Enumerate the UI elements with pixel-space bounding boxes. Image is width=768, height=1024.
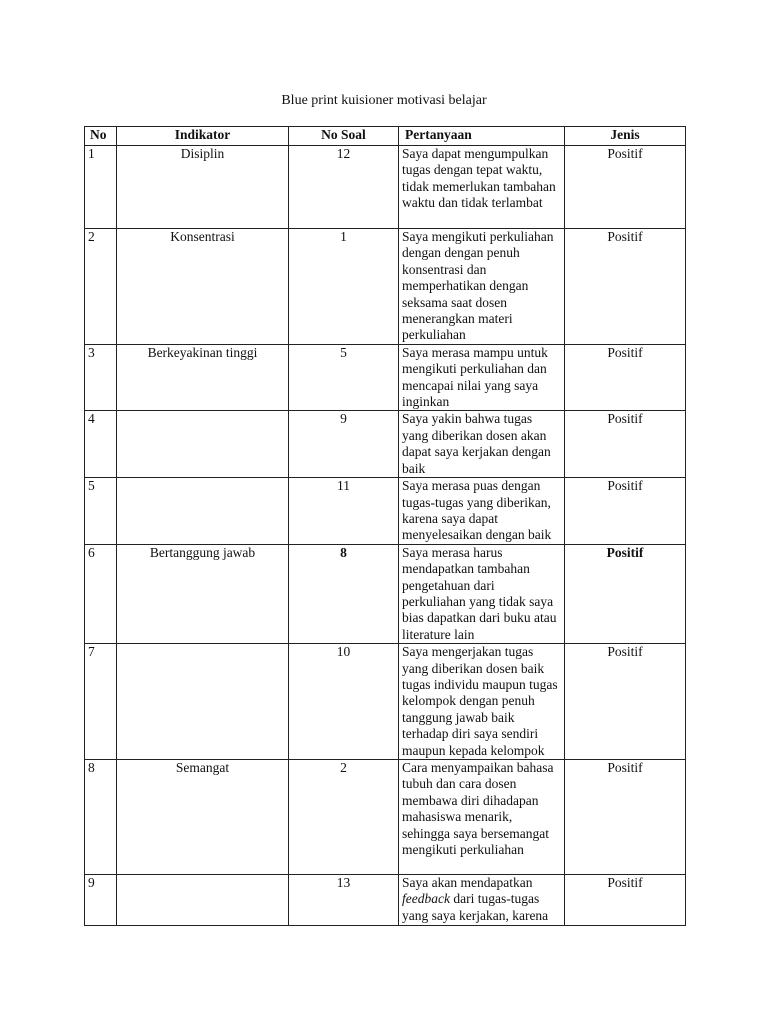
cell-indikator: Konsentrasi (117, 229, 289, 345)
cell-pertanyaan: Saya yakin bahwa tugas yang diberikan dosen akan dapat saya kerjakan dengan baik (399, 411, 565, 478)
cell-jenis: Positif (565, 146, 686, 229)
cell-no-soal: 2 (289, 760, 399, 875)
cell-indikator (117, 644, 289, 760)
cell-jenis: Positif (565, 644, 686, 760)
cell-no-soal: 1 (289, 229, 399, 345)
question-text-before: Saya akan mendapatkan (402, 875, 533, 890)
header-no-soal: No Soal (289, 127, 399, 146)
question-text-after: dari tugas-tugas yang saya kerjakan, karena (402, 891, 549, 923)
cell-no: 8 (85, 760, 117, 875)
cell-indikator (117, 478, 289, 545)
cell-jenis: Positif (565, 760, 686, 875)
header-indikator: Indikator (117, 127, 289, 146)
cell-pertanyaan: Saya merasa mampu untuk mengikuti perkuliahan dan mencapai nilai yang saya inginkan (399, 344, 565, 411)
table-row (85, 544, 686, 643)
cell-jenis: Positif (565, 478, 686, 545)
cell-no: 6 (85, 544, 117, 643)
document-title: Blue print kuisioner motivasi belajar (281, 93, 487, 108)
blueprint-table (84, 126, 686, 926)
cell-no: 4 (85, 411, 117, 478)
cell-no-soal: 10 (289, 644, 399, 760)
cell-indikator: Berkeyakinan tinggi (117, 344, 289, 411)
table-row (85, 875, 686, 926)
cell-jenis: Positif (565, 875, 686, 926)
cell-pertanyaan: Saya mengikuti perkuliahan dengan dengan penuh konsentrasi dan memperhatikan dengan seksama saat dosen menerangkan materi perkuliahan (399, 229, 565, 345)
table-header-row (85, 127, 686, 146)
cell-pertanyaan: Cara menyampaikan bahasa tubuh dan cara dosen membawa diri dihadapan mahasiswa menarik, sehingga saya bersemangat mengikuti perkuliahan (399, 760, 565, 875)
cell-jenis: Positif (565, 411, 686, 478)
question-italic-term: feedback (402, 891, 450, 907)
cell-pertanyaan: Saya merasa harus mendapatkan tambahan pengetahuan dari perkuliahan yang tidak saya bias dapatkan dari buku atau literature lain (399, 544, 565, 643)
cell-no-soal: 11 (289, 478, 399, 545)
cell-no-soal: 5 (289, 344, 399, 411)
cell-no: 9 (85, 875, 117, 926)
cell-indikator: Bertanggung jawab (117, 544, 289, 643)
cell-no: 5 (85, 478, 117, 545)
cell-pertanyaan: Saya dapat mengumpulkan tugas dengan tepat waktu, tidak memerlukan tambahan waktu dan tidak terlambat (399, 146, 565, 229)
table-row (85, 644, 686, 760)
cell-pertanyaan (399, 875, 565, 926)
cell-no: 1 (85, 146, 117, 229)
table-row (85, 344, 686, 411)
table-row (85, 229, 686, 345)
table-row (85, 760, 686, 875)
table-row (85, 411, 686, 478)
cell-indikator (117, 875, 289, 926)
cell-indikator: Disiplin (117, 146, 289, 229)
cell-jenis: Positif (565, 229, 686, 345)
cell-no: 2 (85, 229, 117, 345)
table-row (85, 146, 686, 229)
cell-pertanyaan: Saya mengerjakan tugas yang diberikan dosen baik tugas individu maupun tugas kelompok dengan penuh tanggung jawab baik terhadap diri saya sendiri maupun kepada kelompok (399, 644, 565, 760)
cell-no-soal: 12 (289, 146, 399, 229)
cell-no: 7 (85, 644, 117, 760)
header-pertanyaan: Pertanyaan (399, 127, 565, 146)
header-jenis: Jenis (565, 127, 686, 146)
cell-no: 3 (85, 344, 117, 411)
header-no: No (85, 127, 117, 146)
cell-no-soal: 8 (289, 544, 399, 643)
table-row (85, 478, 686, 545)
cell-jenis: Positif (565, 544, 686, 643)
cell-jenis: Positif (565, 344, 686, 411)
cell-indikator: Semangat (117, 760, 289, 875)
cell-indikator (117, 411, 289, 478)
cell-pertanyaan: Saya merasa puas dengan tugas-tugas yang diberikan, karena saya dapat menyelesaikan dengan baik (399, 478, 565, 545)
cell-no-soal: 13 (289, 875, 399, 926)
cell-no-soal: 9 (289, 411, 399, 478)
